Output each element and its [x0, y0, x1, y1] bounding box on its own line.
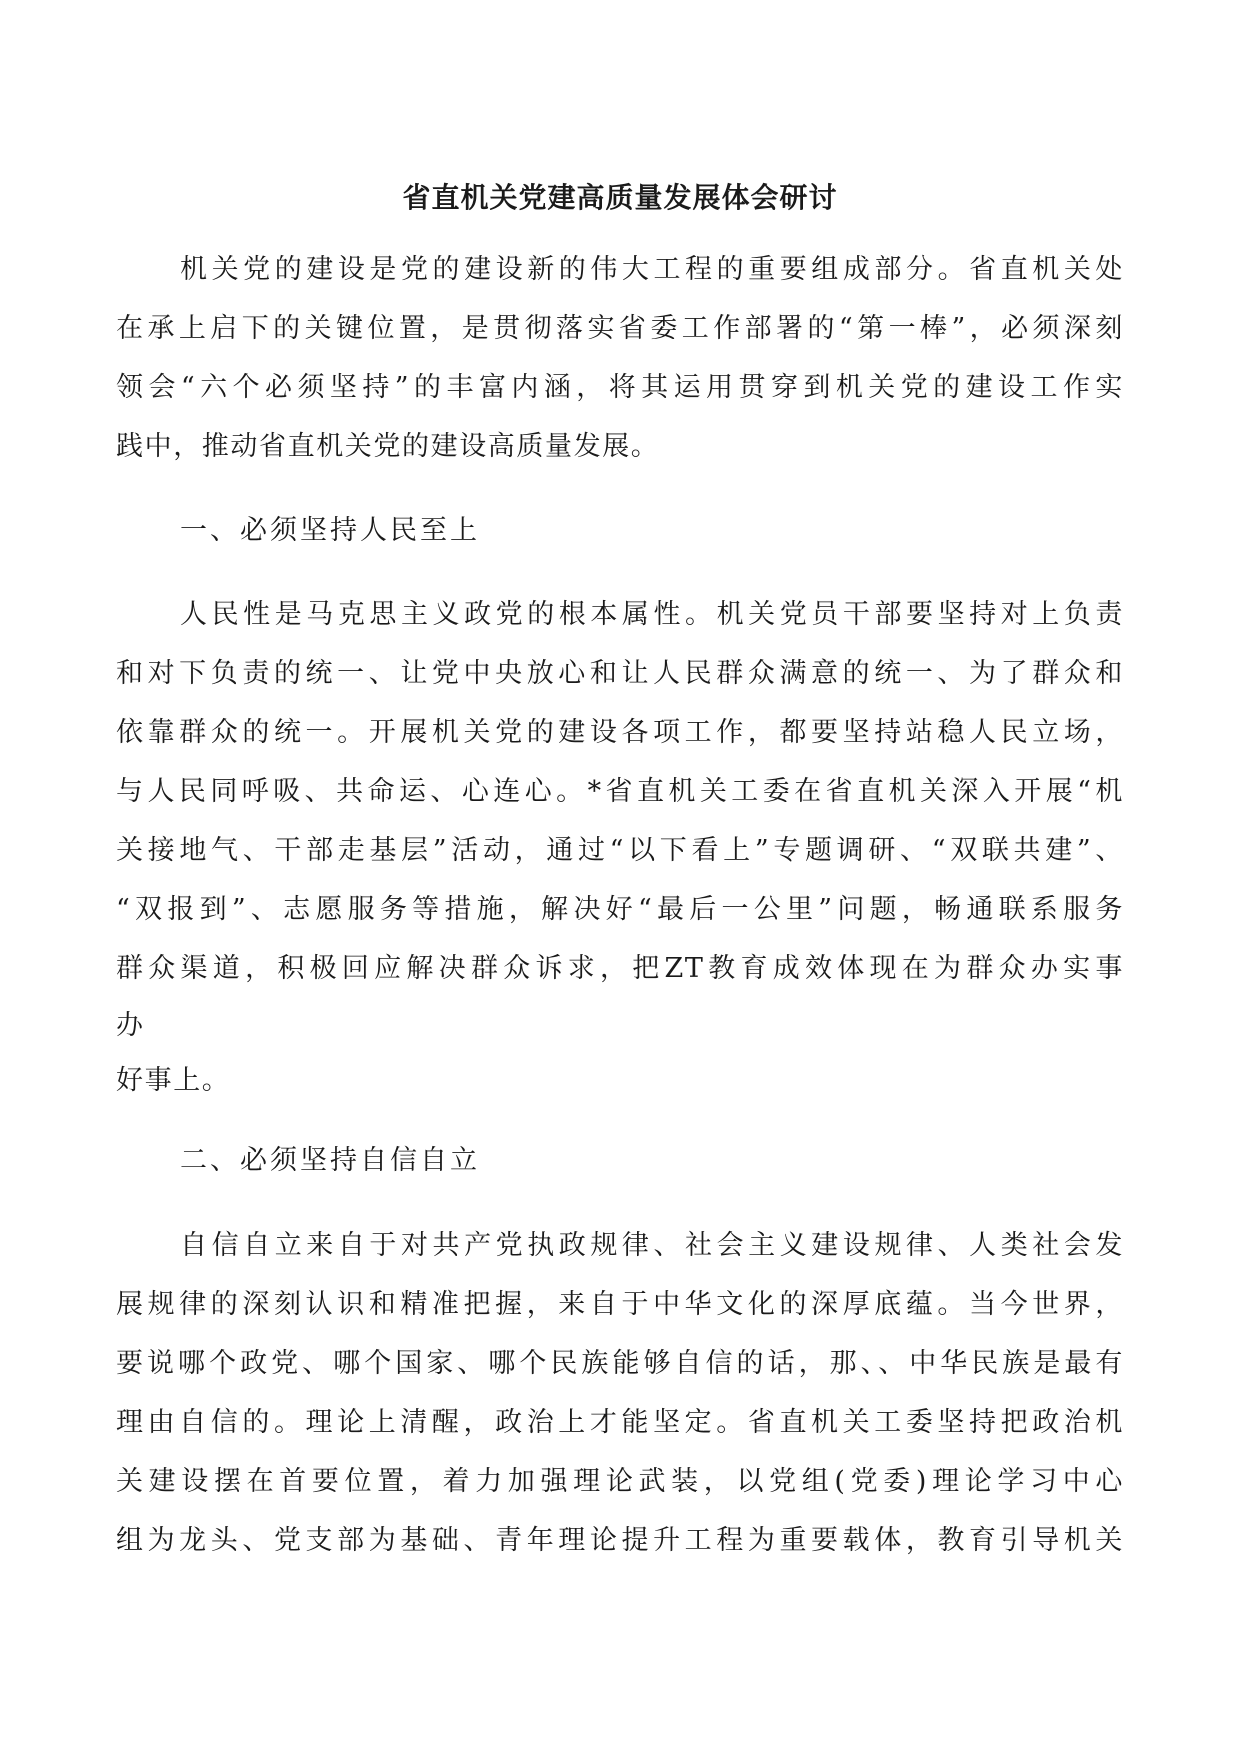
paragraph-line: 关建设摆在首要位置，着力加强理论武装，以党组(党委)理论学习中心	[116, 1466, 1124, 1497]
paragraph-line: 依靠群众的统一。开展机关党的建设各项工作，都要坚持站稳人民立场，	[116, 717, 1124, 748]
paragraph-line: 理由自信的。理论上清醒，政治上才能坚定。省直机关工委坚持把政治机	[116, 1407, 1124, 1438]
paragraph-line: 人民性是马克思主义政党的根本属性。机关党员干部要坚持对上负责	[180, 599, 1124, 630]
paragraph-line: 办	[116, 1010, 145, 1041]
paragraph-line: 与人民同呼吸、共命运、心连心。*省直机关工委在省直机关深入开展“机	[116, 776, 1124, 807]
paragraph-line: 组为龙头、党支部为基础、青年理论提升工程为重要载体，教育引导机关	[116, 1525, 1124, 1556]
paragraph-line: 好事上。	[116, 1065, 231, 1096]
section-heading: 一、必须坚持人民至上	[180, 515, 480, 546]
paragraph-line: 践中，推动省直机关党的建设高质量发展。	[116, 431, 660, 462]
paragraph-line: 在承上启下的关键位置，是贯彻落实省委工作部署的“第一棒”，必须深刻	[116, 313, 1124, 344]
paragraph-line: 自信自立来自于对共产党执政规律、社会主义建设规律、人类社会发	[180, 1230, 1124, 1261]
paragraph-line: “双报到”、志愿服务等措施，解决好“最后一公里”问题，畅通联系服务	[116, 894, 1124, 925]
paragraph-line: 要说哪个政党、哪个国家、哪个民族能够自信的话，那、、中华民族是最有	[116, 1348, 1124, 1379]
paragraph-line: 关接地气、干部走基层”活动，通过“以下看上”专题调研、“双联共建”、	[116, 835, 1124, 866]
section-heading: 二、必须坚持自信自立	[180, 1145, 480, 1176]
paragraph-line: 展规律的深刻认识和精准把握，来自于中华文化的深厚底蕴。当今世界，	[116, 1289, 1124, 1320]
paragraph-line: 机关党的建设是党的建设新的伟大工程的重要组成部分。省直机关处	[180, 254, 1124, 285]
paragraph-line: 群众渠道，积极回应解决群众诉求，把ZT教育成效体现在为群众办实事	[116, 953, 1124, 984]
paragraph-line: 领会“六个必须坚持”的丰富内涵，将其运用贯穿到机关党的建设工作实	[116, 372, 1124, 403]
document-title: 省直机关党建高质量发展体会研讨	[402, 181, 838, 214]
paragraph-line: 和对下负责的统一、让党中央放心和让人民群众满意的统一、为了群众和	[116, 658, 1124, 689]
